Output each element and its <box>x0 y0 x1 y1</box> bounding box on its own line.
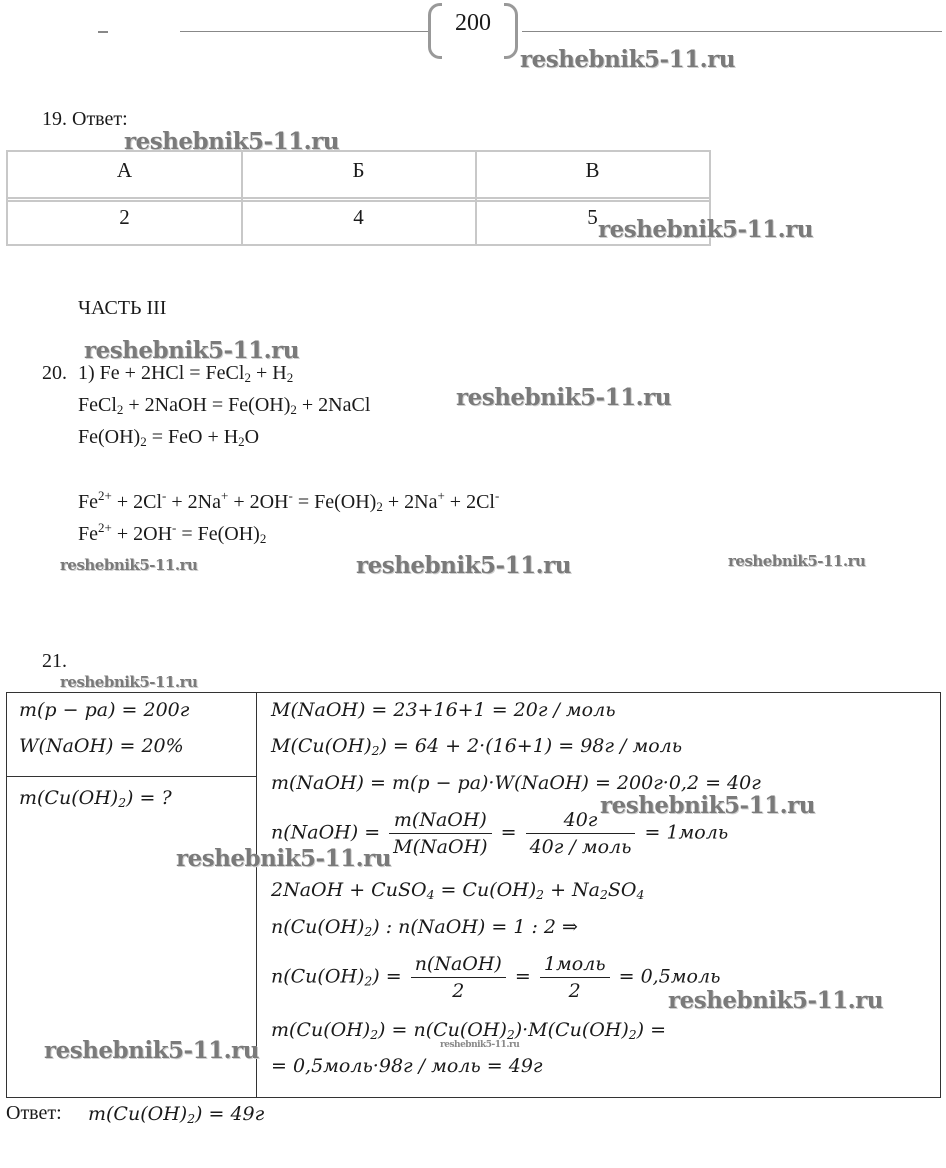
solution-line: n(NaOH) = $\frac{\text{m(NaOH)}}{\text{M(NaOH)}}$ = $\frac{40г}{\text{40г / моль}}$ = 1моль <box>271 809 729 858</box>
find-mass: $m(Cu(OH)_2)$ = ? <box>19 787 172 810</box>
watermark: reshebnik5-11.ru <box>60 673 198 691</box>
table-value-cell: 4 <box>353 205 364 229</box>
watermark: reshebnik5-11.ru <box>598 216 813 243</box>
solution-line: = 0,5моль·98г / моль = 49г <box>271 1055 543 1077</box>
solution-line: $m(Cu(OH)_2) = n(Cu(OH)_2)\cdot M(Cu(OH)_2)$ = <box>271 1019 667 1042</box>
answer-value: $m(Cu(OH)_2) = 49г$ <box>88 1103 265 1126</box>
watermark: reshebnik5-11.ru <box>668 987 883 1014</box>
table-header-cell: А <box>116 158 133 182</box>
table-divider <box>7 776 257 777</box>
table-row-divider <box>8 197 709 202</box>
solution-line: $n(Cu(OH)_2)$ : n(NaOH) = 1 : 2 ⇒ <box>271 916 578 939</box>
watermark: reshebnik5-11.ru <box>440 1040 520 1050</box>
given-mass: m(p − pa) = 200г <box>19 699 190 721</box>
table-header-cell: Б <box>352 158 365 182</box>
watermark: reshebnik5-11.ru <box>176 845 391 872</box>
watermark: reshebnik5-11.ru <box>44 1037 259 1064</box>
watermark: reshebnik5-11.ru <box>600 792 815 819</box>
part-heading: ЧАСТЬ III <box>78 297 167 319</box>
header-rule-right <box>522 31 942 32</box>
q20-ionic-short: $Fe^{2+} + 2OH^- = Fe(OH)_2$ <box>78 520 267 546</box>
solution-line: M(NaOH) = 23+16+1 = 20г / моль <box>271 699 616 721</box>
q20-equation-1: 1) Fe + 2HCl = FeCl$_2$ + $H_2$ <box>78 362 294 385</box>
page-number-bracket-right <box>504 3 518 59</box>
q20-equation-2: FeCl$_2$ + 2NaOH = $Fe(OH)_2$ + 2NaCl <box>78 394 371 417</box>
q20-equation-3: $Fe(OH)_2$ = FeO + $H_2O$ <box>78 426 260 449</box>
watermark: reshebnik5-11.ru <box>84 337 299 364</box>
header-rule-left <box>180 31 428 32</box>
watermark: reshebnik5-11.ru <box>520 46 735 73</box>
solution-line: m(NaOH) = m(p − pa)·W(NaOH) = 200г·0,2 = 40г <box>271 772 761 794</box>
page-number: 200 <box>455 10 491 36</box>
q19-label: 19. Ответ: <box>42 108 128 130</box>
solution-line: $M(Cu(OH)_2) = 64 + 2\cdot(16+1) = 98г$ / моль <box>271 735 683 758</box>
answer-label: Ответ: <box>6 1102 62 1124</box>
q20-ionic-full: $Fe^{2+} + 2Cl^- + 2Na^+ + 2OH^- = Fe(OH)_2 + 2Na^+ + 2Cl^-$ <box>78 488 500 514</box>
table-header-cell: В <box>585 158 600 182</box>
given-fraction: W(NaOH) = 20% <box>19 735 184 757</box>
watermark: reshebnik5-11.ru <box>356 552 571 579</box>
header-dash <box>98 31 108 33</box>
table-value-cell: 2 <box>119 205 130 229</box>
q21-number: 21. <box>42 650 67 672</box>
watermark: reshebnik5-11.ru <box>124 128 339 155</box>
watermark: reshebnik5-11.ru <box>728 552 866 570</box>
q20-number: 20. <box>42 362 67 384</box>
watermark: reshebnik5-11.ru <box>60 556 198 574</box>
solution-line: $n(Cu(OH)_2)$ = $\frac{\text{n(NaOH)}}{2}$ = $\frac{\text{1моль}}{2}$ = 0,5моль <box>271 953 721 1002</box>
watermark: reshebnik5-11.ru <box>456 384 671 411</box>
table-value-cell: 5 <box>587 205 598 229</box>
solution-line: 2NaOH + CuSO$_4$ = $Cu(OH)_2 + Na_2SO_4$ <box>271 879 645 902</box>
